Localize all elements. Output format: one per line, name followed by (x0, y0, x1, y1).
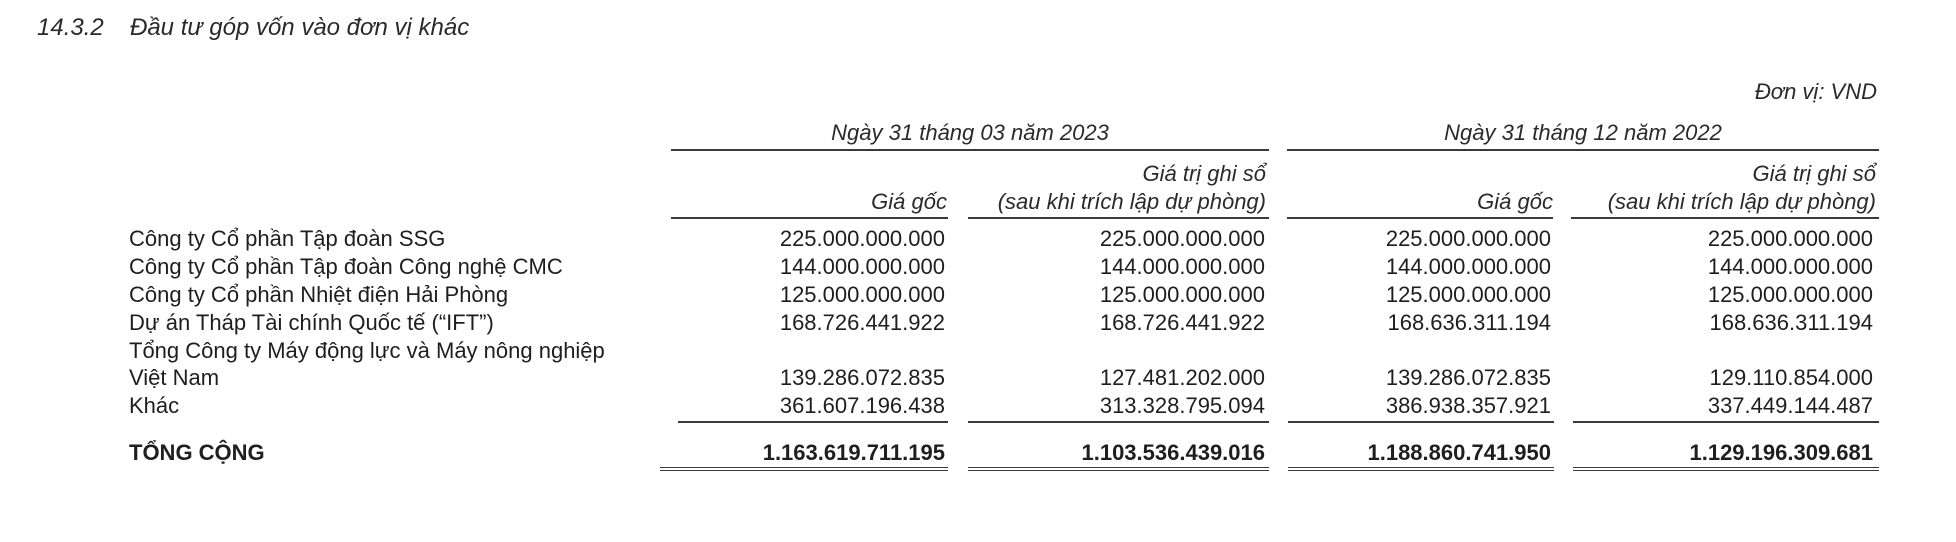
group-rule-2022 (1287, 149, 1879, 151)
total-value: 1.103.536.439.016 (1081, 440, 1265, 465)
cell-value: 225.000.000.000 (1707, 226, 1873, 251)
subtotal-rule-col2 (968, 421, 1269, 423)
cell-value: 127.481.202.000 (1099, 365, 1265, 390)
col-header-carrying-line1-2023: Giá trị ghi sổ (1142, 161, 1266, 186)
row-label: Khác (129, 393, 180, 418)
subtotal-rule-col1 (678, 421, 948, 423)
cell-value: 139.286.072.835 (779, 365, 945, 390)
cell-value: 144.000.000.000 (779, 254, 945, 279)
total-value: 1.129.196.309.681 (1689, 440, 1873, 465)
header-rule-col2 (968, 217, 1269, 219)
header-rule-col1 (671, 217, 948, 219)
cell-value: 168.726.441.922 (1099, 310, 1265, 335)
row-label: Công ty Cổ phần Tập đoàn Công nghệ CMC (129, 254, 563, 279)
total-value: 1.163.619.711.195 (762, 440, 945, 465)
cell-value: 313.328.795.094 (1099, 393, 1265, 418)
cell-value: 337.449.144.487 (1707, 393, 1873, 418)
cell-value: 139.286.072.835 (1385, 365, 1551, 390)
cell-value: 144.000.000.000 (1707, 254, 1873, 279)
cell-value: 168.636.311.194 (1709, 310, 1873, 335)
subtotal-rule-col4 (1573, 421, 1879, 423)
cell-value: 125.000.000.000 (1707, 282, 1873, 307)
total-label: TỔNG CỘNG (129, 440, 265, 465)
col-header-carrying-line2-2023: (sau khi trích lập dự phòng) (997, 189, 1266, 214)
cell-value: 225.000.000.000 (1385, 226, 1551, 251)
total-double-rule-col4 (1573, 467, 1879, 471)
cell-value: 225.000.000.000 (1099, 226, 1265, 251)
group-header-2023: Ngày 31 tháng 03 năm 2023 (831, 120, 1109, 145)
cell-value: 125.000.000.000 (1099, 282, 1265, 307)
section-number: 14.3.2 (37, 14, 104, 41)
cell-value: 386.938.357.921 (1385, 393, 1551, 418)
total-double-rule-col2 (968, 467, 1269, 471)
total-double-rule-col3 (1288, 467, 1554, 471)
cell-value: 168.726.441.922 (779, 310, 945, 335)
unit-label: Đơn vị: VND (1754, 79, 1877, 104)
row-label: Tổng Công ty Máy động lực và Máy nông nghiệp (129, 338, 605, 363)
subtotal-rule-col3 (1288, 421, 1554, 423)
cell-value: 144.000.000.000 (1385, 254, 1551, 279)
col-header-carrying-line1-2022: Giá trị ghi sổ (1752, 161, 1876, 186)
row-label-line2: Việt Nam (129, 365, 220, 390)
cell-value: 361.607.196.438 (779, 393, 945, 418)
cell-value: 129.110.854.000 (1709, 365, 1873, 390)
col-header-carrying-line2-2022: (sau khi trích lập dự phòng) (1607, 189, 1876, 214)
group-rule-2023 (671, 149, 1269, 151)
total-value: 1.188.860.741.950 (1367, 440, 1551, 465)
group-header-2022: Ngày 31 tháng 12 năm 2022 (1444, 120, 1722, 145)
header-rule-col4 (1571, 217, 1879, 219)
section-title (37, 13, 469, 43)
row-label: Dự án Tháp Tài chính Quốc tế (“IFT”) (129, 310, 494, 335)
section-heading: Đầu tư góp vốn vào đơn vị khác (130, 14, 470, 41)
cell-value: 225.000.000.000 (779, 226, 945, 251)
cell-value: 125.000.000.000 (1385, 282, 1551, 307)
cell-value: 144.000.000.000 (1099, 254, 1265, 279)
col-header-cost-2022: Giá gốc (1477, 189, 1553, 214)
cell-value: 168.636.311.194 (1387, 310, 1551, 335)
header-rule-col3 (1287, 217, 1553, 219)
row-label: Công ty Cổ phần Nhiệt điện Hải Phòng (129, 282, 509, 307)
cell-value: 125.000.000.000 (779, 282, 945, 307)
col-header-cost-2023: Giá gốc (871, 189, 947, 214)
row-label: Công ty Cổ phần Tập đoàn SSG (129, 226, 446, 251)
total-double-rule-col1 (660, 467, 948, 471)
